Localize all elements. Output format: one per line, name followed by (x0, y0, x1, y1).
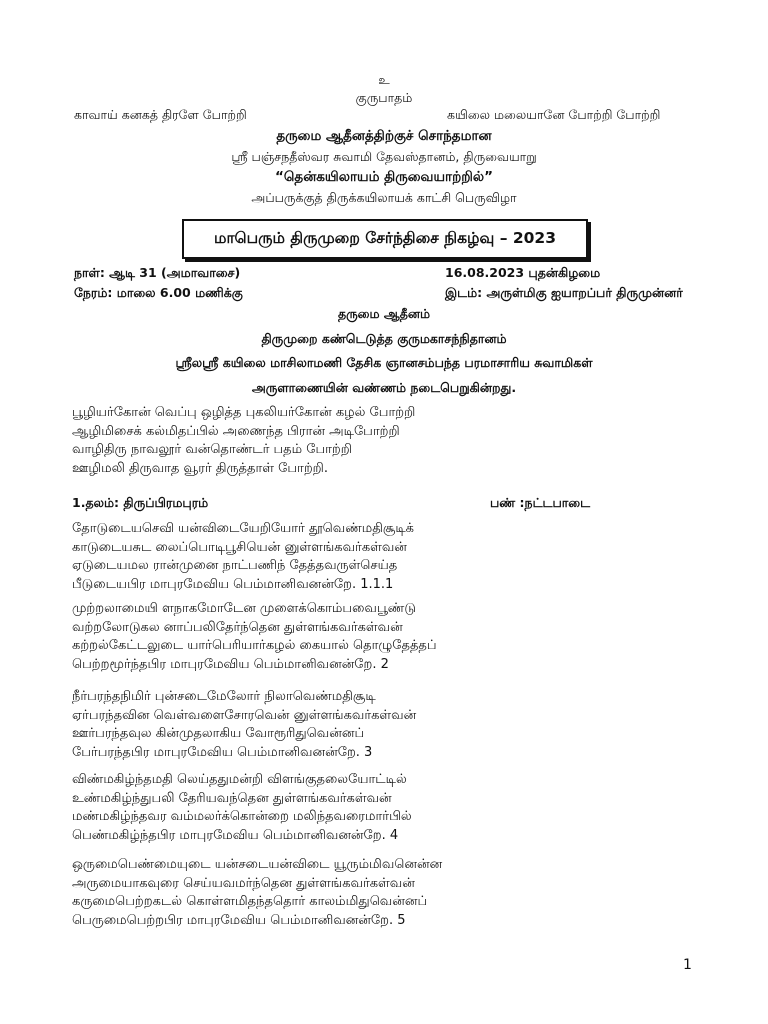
invocation-verse (72, 404, 415, 478)
verse-line: பெருமைபெற்றபிர மாபுரமேவிய பெம்மானிவனன்றே. 5 (72, 912, 406, 928)
verse-line: மண்மகிழ்ந்தவர வம்மலர்க்கொன்றை மலிந்தவரைமார்பில் (72, 809, 412, 824)
invocation-verse-line: ஊழிமலி திருவாத வூரர் திருத்தாள் போற்றி. (72, 460, 328, 476)
patronage-line-2: திருமுறை கண்டெடுத்த குருமகாசந்நிதானம் (261, 331, 507, 346)
verse-line: பெற்றமூர்ந்தபிர மாபுரமேவிய பெம்மானிவனன்றே. 2 (72, 656, 389, 672)
venue-label: இடம்: அருள்மிகு ஐயாறப்பர் திருமுன்னர் (445, 285, 683, 300)
verse-line: கற்றல்கேட்டலுடை யார்பெரியார்கழல் கையால் தொழுதேத்தப் (72, 638, 437, 653)
date-label: நாள்: ஆடி 31 (அமாவாசை) (74, 265, 241, 280)
date-value: 16.08.2023 புதன்கிழமை (445, 265, 601, 280)
verse-line: நீர்பரந்தநிமிர் புன்சடைமேலோர் நிலாவெண்மதிசூடி (72, 689, 376, 704)
patronage-line-3: ஸ்ரீலஸ்ரீ கயிலை மாசிலாமணி தேசிக ஞானசம்பந்த பரமாசாரிய சுவாமிகள் (175, 355, 593, 370)
verse-line: தோடுடையசெவி யன்விடையேறியோர் தூவெண்மதிசூடிக் (72, 521, 414, 536)
institution-line: தருமை ஆதீனத்திற்குச் சொந்தமான (276, 128, 492, 144)
section-place: 1.தலம்: திருப்பிரமபுரம் (72, 495, 209, 510)
verse-line: விண்மகிழ்ந்தமதி லெய்ததுமன்றி விளங்குதலையோட்டில் (72, 772, 407, 787)
invocation-verse-line: பூழியர்கோன் வெப்பு ஒழித்த புகலியர்கோன் கழல் போற்றி (72, 405, 416, 420)
verse-line: உண்மகிழ்ந்துபலி தேரியவந்தென துள்ளங்கவர்கள்வன் (72, 790, 392, 806)
verse-5 (72, 856, 442, 930)
verse-line: கருமைபெற்றகடல் கொள்ளமிதந்ததொர் காலம்மிதுவென்னப் (72, 894, 428, 909)
patronage-line-4: அருளாணையின் வண்ணம் நடைபெறுகின்றது. (251, 380, 517, 395)
verse-1 (72, 520, 414, 594)
verse-line: ஏர்பரந்தவின வெள்வளைசோரவென் னுள்ளங்கவர்கள்வன் (72, 707, 417, 723)
verse-3 (72, 688, 416, 762)
pillaiyar-suzhi: உ (378, 72, 390, 87)
verse-line: வற்றலோடுகல னாப்பலிதேர்ந்தென துள்ளங்கவர்கள்வன் (72, 619, 403, 635)
left-praise: காவாய் கனகத் திரளே போற்றி (74, 107, 247, 122)
verse-line: ஒருமைபெண்மையுடை யன்சடையன்விடை யூரும்மிவனென்ன (72, 857, 443, 872)
invocation-verse-line: வாழிதிரு நாவலூர் வன்தொண்டர் பதம் போற்றி (72, 442, 352, 457)
page-number: 1 (683, 957, 692, 973)
event-title: மாபெரும் திருமுறை சேர்ந்திசை நிகழ்வு – 2023 (213, 229, 556, 247)
quote-line: “தென்கயிலாயம் திருவையாற்றில்” (275, 169, 493, 185)
festival-line: அப்பருக்குத் திருக்கயிலாயக் காட்சி பெருவிழா (251, 190, 517, 205)
verse-line: முற்றலாமையி ளநாகமோடேன முளைக்கொம்பவைபூண்டு (72, 601, 416, 616)
verse-line: பீடுடையபிர மாபுரமேவிய பெம்மானிவனன்றே. 1.1.1 (72, 576, 394, 592)
verse-2 (72, 600, 437, 674)
verse-line: காடுடையசுட லைப்பொடிபூசியென் னுள்ளங்கவர்கள்வன் (72, 539, 407, 555)
patronage-line-1: தருமை ஆதீனம் (337, 306, 431, 321)
event-title-box (182, 219, 588, 259)
verse-line: பேர்பரந்தபிர மாபுரமேவிய பெம்மானிவனன்றே. 3 (72, 744, 373, 760)
verse-line: ஏடுடையமல ரான்முனை நாட்பணிந் தேத்தவருள்செய்த (72, 558, 398, 573)
section-pann: பண் :நட்டபாடை (490, 495, 591, 510)
verse-line: பெண்மகிழ்ந்தபிர மாபுரமேவிய பெம்மானிவனன்றே. 4 (72, 827, 399, 843)
time-label: நேரம்: மாலை 6.00 மணிக்கு (74, 285, 243, 300)
verse-4 (72, 771, 412, 845)
invocation-verse-line: ஆழிமிசைக் கல்மிதப்பில் அணைந்த பிரான் அடிபோற்றி (72, 423, 400, 439)
temple-line: ஸ்ரீ பஞ்சநதீஸ்வர சுவாமி தேவஸ்தானம், திருவையாறு (231, 149, 537, 164)
right-praise: கயிலை மலையானே போற்றி போற்றி (447, 107, 661, 122)
verse-line: அருமையாகவுரை செய்யவமர்ந்தென துள்ளங்கவர்கள்வன் (72, 875, 415, 891)
guru-invocation: குருபாதம் (355, 90, 413, 105)
verse-line: ஊர்பரந்தவுல கின்முதலாகிய வோரூரிதுவென்னப் (72, 726, 365, 741)
